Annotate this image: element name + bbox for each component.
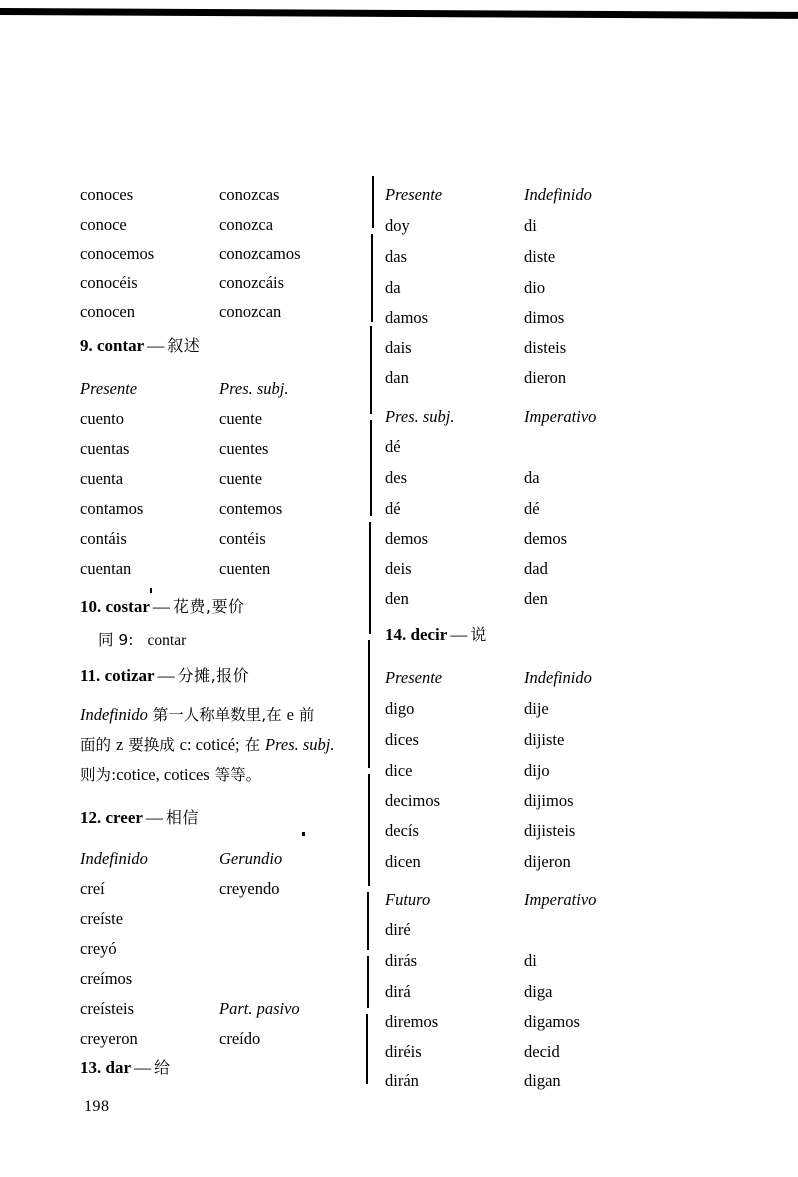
table-row [385, 333, 705, 362]
conjugation-form: den [385, 589, 409, 608]
table-row [385, 494, 705, 523]
column-header: Imperativo [524, 890, 597, 909]
usage-note-text: 则为: [80, 766, 117, 784]
table-row [385, 273, 705, 302]
table-row [385, 1037, 705, 1066]
conjugation-form: da [524, 468, 540, 487]
column-header: Pres. subj. [219, 379, 289, 398]
conjugation-form: cuente [219, 409, 263, 428]
conjugation-form: decid [524, 1042, 560, 1061]
scan-speck [302, 832, 305, 836]
conjugation-form: conozca [219, 215, 274, 234]
table-row [385, 756, 705, 785]
conjugation-form: creímos [80, 969, 133, 988]
conjugation-form: diréis [385, 1042, 422, 1061]
table-row [80, 964, 400, 993]
entry-number: 9. [80, 336, 93, 355]
table-row [385, 977, 705, 1006]
conjugation-form: da [385, 278, 401, 297]
usage-note-text: 等等。 [209, 766, 262, 784]
table-row [385, 463, 705, 492]
table-row [385, 816, 705, 845]
usage-note-line [80, 760, 380, 790]
entry-verb: decir [410, 625, 448, 644]
usage-note-text: 前 [293, 706, 315, 724]
conjugation-form: conocen [80, 302, 135, 321]
table-row [80, 1024, 400, 1053]
conjugation-form: conozcamos [219, 244, 301, 263]
conjugation-form: demos [385, 529, 429, 548]
conjugation-form: contemos [219, 499, 283, 518]
conjugation-form: dé [524, 499, 540, 518]
usage-note-text: 面的 [80, 736, 116, 754]
conjugation-form: dirán [385, 1071, 419, 1090]
entry-number: 12. [80, 808, 102, 827]
usage-note-line [80, 730, 380, 760]
table-row [385, 1066, 705, 1095]
table-row [385, 584, 705, 613]
entry-gloss: 分摊,报价 [177, 666, 250, 685]
conjugation-form: diste [524, 247, 556, 266]
conjugation-form: conozcan [219, 302, 282, 321]
entry-verb: cotizar [104, 666, 155, 685]
conjugation-form: cuento [80, 409, 124, 428]
entry-dash: — [145, 808, 163, 827]
table-header-row [385, 402, 705, 431]
conjugation-form: dad [524, 559, 548, 578]
entry-number: 10. [80, 597, 102, 616]
table-row [385, 725, 705, 754]
conjugation-form: das [385, 247, 407, 266]
conjugation-form: decís [385, 821, 419, 840]
conjugation-form: dijimos [524, 791, 574, 810]
entry-dash: — [450, 625, 468, 644]
table-row [385, 432, 705, 461]
conjugation-form: creí [80, 879, 105, 898]
entry-gloss: 相信 [165, 808, 199, 827]
conjugation-form: contáis [80, 529, 127, 548]
usage-note-text: 第一人称单数里,在 [147, 706, 287, 724]
table-row [385, 694, 705, 723]
table-row [385, 786, 705, 815]
conjugation-form: demos [524, 529, 568, 548]
table-header-row [80, 844, 400, 873]
entry-dash: — [152, 597, 170, 616]
table-row [385, 211, 705, 240]
term-pres-subj: Pres. subj. [265, 735, 335, 754]
conjugation-form: conocemos [80, 244, 155, 263]
column-header: Gerundio [219, 849, 283, 868]
conjugation-form: diré [385, 920, 411, 939]
conjugation-form: cuente [219, 469, 263, 488]
entry-dash: — [157, 666, 175, 685]
column-header: Pres. subj. [385, 407, 455, 426]
conjugation-form: diremos [385, 1012, 439, 1031]
conjugation-form: conocéis [80, 273, 138, 292]
conjugation-form: dijeron [524, 852, 571, 871]
entry-dash: — [147, 336, 165, 355]
column-header: Presente [385, 185, 443, 204]
table-header-row [385, 180, 705, 209]
conjugation-form: damos [385, 308, 429, 327]
conjugation-form: disteis [524, 338, 567, 357]
conjugation-form: doy [385, 216, 410, 235]
conjugation-form: creído [219, 1029, 261, 1048]
entry-heading-contar [80, 333, 200, 356]
conjugation-form: conoce [80, 215, 127, 234]
conjugation-form: creyeron [80, 1029, 138, 1048]
conjugation-form: digo [385, 699, 415, 718]
conjugation-form: creyó [80, 939, 117, 958]
conjugation-form: dices [385, 730, 419, 749]
cross-reference-label: 同 9: [98, 631, 134, 649]
example-cotice: cotice, cotices [116, 765, 210, 784]
conjugation-form: deis [385, 559, 412, 578]
entry-verb: contar [97, 336, 145, 355]
entry-verb: costar [105, 597, 150, 616]
conjugation-form: dio [524, 278, 546, 297]
page-number: 198 [84, 1098, 110, 1115]
table-row [80, 904, 400, 933]
table-row [80, 994, 400, 1023]
conjugation-form: dice [385, 761, 413, 780]
column-header: Indefinido [524, 668, 592, 687]
conjugation-form: cuentes [219, 439, 269, 458]
entry-verb: creer [105, 808, 143, 827]
conjugation-form: dé [385, 437, 401, 456]
table-row [385, 242, 705, 271]
cross-reference [98, 628, 186, 650]
table-row [80, 524, 400, 553]
entry-gloss: 叙述 [167, 336, 201, 355]
term-indefinido: Indefinido [80, 705, 148, 724]
column-header: Presente [80, 379, 138, 398]
entry-heading-cotizar [80, 663, 249, 686]
entry-verb: dar [105, 1058, 131, 1077]
conjugation-form: contamos [80, 499, 144, 518]
conjugation-form: dieron [524, 368, 567, 387]
conjugation-form: dé [385, 499, 401, 518]
letter-z: z [115, 735, 124, 754]
entry-number: 14. [385, 625, 407, 644]
table-row [80, 297, 400, 326]
conjugation-form: contéis [219, 529, 266, 548]
table-row [385, 363, 705, 392]
entry-heading-costar [80, 594, 244, 617]
table-row [385, 847, 705, 876]
conjugation-form: dijiste [524, 730, 565, 749]
entry-gloss: 说 [470, 625, 487, 644]
table-row [80, 404, 400, 433]
conjugation-form: creísteis [80, 999, 135, 1018]
entry-gloss: 给 [154, 1058, 171, 1077]
conjugation-form: dirá [385, 982, 411, 1001]
entry-number: 11. [80, 666, 101, 685]
cross-reference-target: contar [147, 632, 187, 649]
column-header: Presente [385, 668, 443, 687]
entry-dash: — [134, 1058, 151, 1077]
table-row [80, 434, 400, 463]
usage-note-line [80, 700, 380, 730]
conjugation-form: digamos [524, 1012, 580, 1031]
entry-heading-dar [80, 1055, 171, 1078]
conjugation-form: creyendo [219, 879, 280, 898]
column-header: Indefinido [80, 849, 148, 868]
conjugation-form: dijo [524, 761, 550, 780]
usage-note-text: 在 [239, 736, 265, 754]
table-row [385, 915, 705, 944]
conjugation-form: dan [385, 368, 409, 387]
letter-e: e [286, 705, 294, 724]
example-coticé: c: coticé; [179, 735, 240, 754]
column-header: Imperativo [524, 407, 597, 426]
conjugation-form: dijisteis [524, 821, 576, 840]
table-row [80, 239, 400, 268]
entry-gloss: 花费,要价 [172, 597, 245, 616]
table-row [80, 180, 400, 209]
table-row [385, 1007, 705, 1036]
conjugation-form: cuenten [219, 559, 271, 578]
entry-heading-decir [385, 622, 487, 645]
table-row [385, 554, 705, 583]
conjugation-form: diga [524, 982, 553, 1001]
column-header: Indefinido [524, 185, 592, 204]
conjugation-form: des [385, 468, 407, 487]
entry-number: 13. [80, 1058, 102, 1077]
conjugation-form: di [524, 951, 537, 970]
table-row [80, 464, 400, 493]
table-row [80, 494, 400, 523]
conjugation-form: di [524, 216, 537, 235]
table-row [385, 524, 705, 553]
conjugation-form: cuenta [80, 469, 124, 488]
table-row [80, 210, 400, 239]
usage-note-text: 要换成 [123, 736, 180, 754]
conjugation-form: dirás [385, 951, 418, 970]
table-header-row [80, 374, 400, 403]
conjugation-form: digan [524, 1071, 561, 1090]
conjugation-form: decimos [385, 791, 440, 810]
column-header: Part. pasivo [219, 999, 300, 1018]
table-header-row [385, 663, 705, 692]
conjugation-form: cuentan [80, 559, 132, 578]
conjugation-form: creíste [80, 909, 124, 928]
conjugation-form: dimos [524, 308, 565, 327]
column-header: Futuro [385, 890, 431, 909]
conjugation-form: conozcas [219, 185, 280, 204]
table-row [80, 934, 400, 963]
conjugation-form: cuentas [80, 439, 130, 458]
conjugation-form: dije [524, 699, 549, 718]
conjugation-form: den [524, 589, 548, 608]
table-row [80, 874, 400, 903]
scan-speck [150, 588, 152, 593]
conjugation-form: dais [385, 338, 412, 357]
table-row [385, 303, 705, 332]
usage-note [80, 700, 380, 790]
table-header-row [385, 885, 705, 914]
entry-heading-creer [80, 805, 199, 828]
conjugation-form: conoces [80, 185, 134, 204]
conjugation-form: dicen [385, 852, 421, 871]
page-top-rule [0, 8, 798, 19]
conjugation-form: conozcáis [219, 273, 285, 292]
table-row [80, 554, 400, 583]
table-row [385, 946, 705, 975]
table-row [80, 268, 400, 297]
